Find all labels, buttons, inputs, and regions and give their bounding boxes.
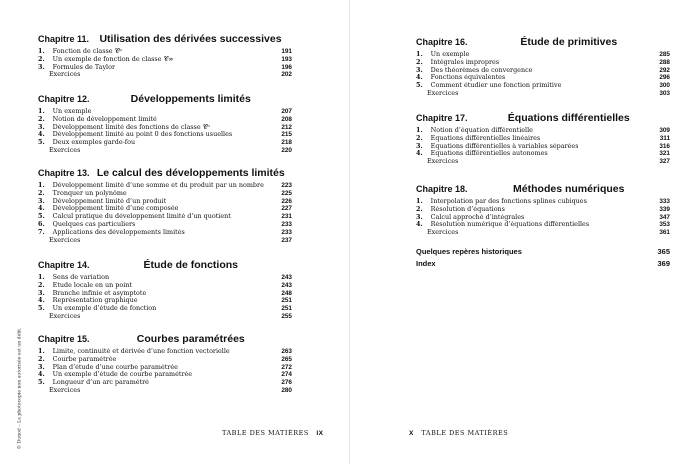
toc-entry[interactable] bbox=[38, 48, 292, 56]
toc-entry-page: 191 bbox=[281, 48, 292, 55]
chapter-title: Étude de primitives bbox=[520, 36, 618, 48]
toc-entry-text: Interpolation par des fonctions splines cubiques bbox=[430, 198, 587, 205]
toc-entry-number: 4. bbox=[416, 150, 423, 158]
toc-entry-number: 4. bbox=[416, 221, 423, 229]
toc-entry[interactable] bbox=[38, 305, 292, 313]
chapter-title: Utilisation des dérivées successives bbox=[99, 33, 282, 45]
toc-entry-text: Formules de Taylor bbox=[52, 63, 116, 71]
toc-entry-text: Exercices bbox=[427, 89, 459, 97]
toc-entry[interactable] bbox=[38, 290, 292, 298]
toc-entry-title bbox=[38, 198, 166, 206]
toc-entry-text: Longueur d’un arc paramétré bbox=[52, 379, 149, 387]
toc-entry-title bbox=[416, 82, 561, 90]
toc-entry-title bbox=[38, 213, 231, 221]
toc-entry-page: 196 bbox=[281, 63, 292, 71]
toc-entry-page: 243 bbox=[281, 274, 292, 281]
toc-entry-number: 1. bbox=[38, 274, 45, 281]
toc-entry[interactable] bbox=[416, 221, 670, 229]
toc-entry[interactable] bbox=[38, 348, 292, 356]
toc-entry-page: 311 bbox=[659, 134, 670, 142]
toc-entry-number: 2. bbox=[416, 134, 423, 142]
toc-entry-number: 4. bbox=[38, 297, 45, 305]
toc-entry-title bbox=[38, 221, 135, 229]
toc-entry[interactable] bbox=[38, 56, 292, 64]
toc-entry-title bbox=[416, 74, 505, 82]
toc-exercises-entry[interactable] bbox=[416, 90, 670, 98]
toc-entry-title bbox=[38, 364, 178, 372]
toc-entry-number: 3. bbox=[38, 197, 45, 205]
toc-entry-title bbox=[416, 143, 578, 151]
toc-entry-title bbox=[38, 56, 174, 64]
toc-entry-title bbox=[38, 305, 156, 313]
toc-entry-title bbox=[416, 206, 505, 214]
toc-entry-title bbox=[38, 71, 80, 79]
toc-entry-text: Notion d’équation différentielle bbox=[430, 127, 533, 134]
toc-entry-number: 5. bbox=[38, 379, 45, 387]
toc-entry-page: 223 bbox=[281, 182, 292, 189]
toc-entry-text: Un exemple bbox=[52, 108, 92, 115]
toc-entry-page: 272 bbox=[281, 363, 292, 371]
toc-entry-title bbox=[38, 131, 232, 139]
toc-entry-title bbox=[38, 182, 264, 190]
toc-entry-title bbox=[38, 297, 138, 305]
toc-entry-title bbox=[38, 147, 80, 155]
chapter-title: Équations différentielles bbox=[507, 112, 630, 124]
toc-entry-text: Équations différentielles autonomes bbox=[430, 150, 548, 158]
toc-entry-number: 4. bbox=[416, 74, 423, 82]
toc-entry-number: 3. bbox=[38, 63, 45, 71]
toc-entry-text: Développement limité d’un produit bbox=[52, 197, 167, 205]
chapter-number: Chapitre 16. bbox=[416, 37, 468, 47]
toc-entry-page: 251 bbox=[281, 305, 292, 313]
toc-entry-title bbox=[416, 221, 589, 229]
toc-entry-page: 303 bbox=[659, 89, 670, 97]
toc-entry-text: Exercices bbox=[49, 386, 81, 394]
toc-entry-title bbox=[416, 127, 533, 135]
toc-entry-title bbox=[38, 108, 91, 116]
toc-entry-number: 2. bbox=[416, 58, 423, 66]
toc-entry-page: 361 bbox=[659, 229, 670, 237]
toc-entry-page: 309 bbox=[659, 127, 670, 134]
toc-entry-page: 265 bbox=[281, 355, 292, 363]
toc-entry-page: 274 bbox=[281, 371, 292, 379]
toc-entry-number: 3. bbox=[38, 123, 45, 131]
toc-entry-number: 1. bbox=[38, 108, 45, 115]
toc-entry-page: 227 bbox=[281, 205, 292, 213]
toc-entry-text: Deux exemples garde-fou bbox=[52, 139, 136, 147]
toc-entry-page: 339 bbox=[659, 205, 670, 213]
toc-entry-page: 208 bbox=[281, 115, 292, 123]
toc-entry-text: Un exemple de fonction de classe 𝒞∞ bbox=[52, 55, 174, 63]
toc-entry-title bbox=[416, 90, 458, 98]
toc-entry[interactable] bbox=[416, 74, 670, 82]
toc-entry-page: 251 bbox=[281, 297, 292, 305]
toc-entry-page: 243 bbox=[281, 281, 292, 289]
footer-running-title: TABLE DES MATIÈRES bbox=[222, 429, 309, 437]
chapter-number: Chapitre 13. bbox=[38, 168, 90, 178]
toc-entry-title bbox=[38, 356, 116, 364]
toc-entry-page: 300 bbox=[659, 82, 670, 90]
toc-entry-page: 347 bbox=[659, 213, 670, 221]
toc-entry-text: Notion de développement limité bbox=[52, 115, 157, 123]
toc-entry-number: 6. bbox=[38, 220, 45, 228]
toc-entry-title bbox=[38, 290, 146, 298]
toc-entry-number: 3. bbox=[416, 213, 423, 221]
toc-entry-title bbox=[416, 150, 548, 158]
toc-entry-text: Représentation graphique bbox=[52, 297, 138, 305]
chapter-heading[interactable] bbox=[416, 112, 670, 124]
chapter-heading[interactable] bbox=[416, 36, 670, 48]
toc-entry-page: 296 bbox=[659, 74, 670, 82]
toc-entry-number: 5. bbox=[38, 139, 45, 147]
toc-entry-text: Développement limité des fonctions de classe 𝒞ⁿ bbox=[52, 123, 211, 131]
toc-entry-text: Exercices bbox=[49, 236, 81, 244]
toc-entry[interactable] bbox=[416, 67, 670, 75]
toc-entry-number: 3. bbox=[38, 289, 45, 297]
toc-extra-label: Index bbox=[416, 259, 436, 268]
chapter-section bbox=[38, 167, 292, 244]
chapter-section bbox=[38, 93, 292, 155]
toc-entry-page: 225 bbox=[281, 189, 292, 197]
toc-entry-text: Sens de variation bbox=[52, 274, 110, 281]
toc-entry-number: 4. bbox=[38, 371, 45, 379]
toc-entry[interactable] bbox=[416, 82, 670, 90]
toc-exercises-entry[interactable] bbox=[38, 313, 292, 321]
toc-entry-number: 5. bbox=[416, 82, 423, 90]
chapter-heading[interactable] bbox=[38, 259, 292, 271]
toc-entry-title bbox=[38, 348, 230, 356]
toc-entry-title bbox=[38, 379, 149, 387]
chapter-title: Courbes paramétrées bbox=[136, 333, 245, 345]
toc-entry-page: 212 bbox=[281, 123, 292, 131]
toc-entry[interactable] bbox=[416, 206, 670, 214]
toc-entry-number: 3. bbox=[416, 66, 423, 74]
toc-entry-page: 353 bbox=[659, 221, 670, 229]
toc-entry-number: 2. bbox=[38, 55, 45, 63]
toc-exercises-entry[interactable] bbox=[416, 158, 670, 166]
toc-entry-text: Comment étudier une fonction primitive bbox=[430, 82, 562, 90]
toc-entry[interactable] bbox=[38, 205, 292, 213]
right-page bbox=[350, 0, 700, 464]
toc-entry-text: Des théorèmes de convergence bbox=[430, 66, 533, 74]
toc-entry-number: 1. bbox=[416, 127, 423, 134]
toc-entry-number: 7. bbox=[38, 228, 45, 236]
toc-entry-text: Quelques cas particuliers bbox=[52, 220, 136, 228]
toc-entry-text: Développement limité au point 0 des fonctions usuelles bbox=[52, 131, 233, 139]
footer-page-number: IX bbox=[316, 430, 324, 437]
toc-exercises-entry[interactable] bbox=[38, 71, 292, 79]
toc-entry-title bbox=[38, 48, 122, 56]
toc-entry[interactable] bbox=[416, 214, 670, 222]
footer-page-number: X bbox=[409, 430, 414, 437]
toc-entry[interactable] bbox=[416, 150, 670, 158]
chapter-heading[interactable] bbox=[416, 183, 670, 195]
toc-entry-page: 285 bbox=[659, 51, 670, 58]
toc-entry-title bbox=[416, 59, 499, 67]
toc-entry-title bbox=[38, 64, 115, 72]
chapter-title: Méthodes numériques bbox=[513, 183, 625, 195]
toc-entry-text: Équations différentielles à variables séparées bbox=[430, 142, 579, 150]
toc-entry-title bbox=[38, 124, 210, 132]
toc-entry-page: 193 bbox=[281, 55, 292, 63]
toc-entry-text: Résolution numérique d’équations différentielles bbox=[430, 221, 590, 229]
toc-entry-title bbox=[416, 67, 532, 75]
toc-entry[interactable] bbox=[38, 139, 292, 147]
toc-entry-page: 288 bbox=[659, 58, 670, 66]
toc-entry[interactable] bbox=[38, 108, 292, 116]
toc-entry[interactable] bbox=[38, 282, 292, 290]
toc-entry[interactable] bbox=[416, 198, 670, 206]
toc-entry-text: Développement limité d’une composée bbox=[52, 205, 179, 213]
toc-entry[interactable] bbox=[38, 379, 292, 387]
toc-entry-page: 207 bbox=[281, 108, 292, 115]
toc-entry-number: 5. bbox=[38, 213, 45, 221]
toc-entry[interactable] bbox=[38, 221, 292, 229]
toc-entry-number: 1. bbox=[38, 348, 45, 355]
toc-entry-text: Exercices bbox=[427, 158, 459, 166]
left-footer bbox=[222, 429, 324, 437]
toc-entry-title bbox=[416, 214, 524, 222]
toc-entry[interactable] bbox=[38, 64, 292, 72]
toc-entry-title bbox=[38, 274, 109, 282]
chapter-section bbox=[38, 259, 292, 321]
toc-entry-title bbox=[38, 237, 80, 245]
toc-entry[interactable] bbox=[38, 229, 292, 237]
chapter-heading[interactable] bbox=[38, 167, 292, 179]
toc-entry-title bbox=[38, 116, 157, 124]
toc-entry-page: 327 bbox=[659, 158, 670, 166]
toc-entry-number: 4. bbox=[38, 205, 45, 213]
toc-entry-number: 4. bbox=[38, 131, 45, 139]
copyright-note: © Dunod – La photocopie non autorisée est un délit. bbox=[17, 327, 23, 450]
toc-entry[interactable] bbox=[38, 371, 292, 379]
toc-entry-text: Développement limité d’une somme et du produit par un nombre bbox=[52, 182, 264, 189]
toc-entry-text: Calcul approché d’intégrales bbox=[430, 213, 525, 221]
toc-entry-page: 218 bbox=[281, 139, 292, 147]
toc-entry-page: 255 bbox=[281, 312, 292, 320]
toc-entry-text: Un exemple bbox=[430, 51, 470, 58]
toc-entry-page: 233 bbox=[281, 228, 292, 236]
toc-entry[interactable] bbox=[38, 131, 292, 139]
toc-entry[interactable] bbox=[38, 190, 292, 198]
chapter-title: Développements limités bbox=[130, 93, 251, 105]
toc-entry-number: 5. bbox=[38, 305, 45, 313]
toc-entry-number: 2. bbox=[38, 281, 45, 289]
toc-extra-page: 369 bbox=[657, 259, 670, 268]
toc-entry[interactable] bbox=[38, 116, 292, 124]
toc-entry-page: 333 bbox=[659, 198, 670, 205]
toc-entry-page: 226 bbox=[281, 197, 292, 205]
toc-entry-text: Exercices bbox=[49, 71, 81, 79]
toc-entry-title bbox=[416, 158, 458, 166]
toc-entry-title bbox=[416, 229, 458, 237]
toc-entry-page: 237 bbox=[281, 236, 292, 244]
toc-entry[interactable] bbox=[38, 274, 292, 282]
toc-entry-text: Un exemple d’étude de courbe paramétrée bbox=[52, 371, 193, 379]
chapter-number: Chapitre 14. bbox=[38, 260, 90, 270]
toc-entry-text: Fonctions équivalentes bbox=[430, 74, 506, 82]
chapter-number: Chapitre 11. bbox=[38, 34, 90, 44]
toc-entry-text: Résolution d’équations bbox=[430, 205, 505, 213]
toc-exercises-entry[interactable] bbox=[416, 229, 670, 237]
toc-entry-title bbox=[38, 190, 127, 198]
toc-entry[interactable] bbox=[38, 356, 292, 364]
chapter-number: Chapitre 15. bbox=[38, 334, 90, 344]
toc-entry-text: Étude locale en un point bbox=[52, 281, 132, 289]
toc-entry[interactable] bbox=[416, 127, 670, 135]
chapter-number: Chapitre 12. bbox=[38, 94, 90, 104]
toc-entry-title bbox=[38, 229, 185, 237]
toc-entry-title bbox=[38, 387, 80, 395]
toc-exercises-entry[interactable] bbox=[38, 147, 292, 155]
toc-entry-text: Fonction de classe 𝒞ᵖ bbox=[52, 48, 122, 55]
toc-entry-number: 2. bbox=[416, 205, 423, 213]
toc-exercises-entry[interactable] bbox=[38, 237, 292, 245]
chapter-section bbox=[416, 183, 670, 237]
toc-extra-page: 365 bbox=[657, 247, 670, 256]
toc-entry-title bbox=[38, 371, 192, 379]
toc-entry-page: 280 bbox=[281, 386, 292, 394]
chapter-section bbox=[38, 333, 292, 395]
toc-entry-title bbox=[416, 135, 540, 143]
toc-entry-number: 1. bbox=[416, 198, 423, 205]
toc-exercises-entry[interactable] bbox=[38, 387, 292, 395]
toc-entry-number: 3. bbox=[38, 363, 45, 371]
toc-entry-number: 1. bbox=[38, 182, 45, 189]
toc-entry[interactable] bbox=[416, 59, 670, 67]
toc-entry-text: Exercices bbox=[49, 146, 81, 154]
toc-entry-text: Plan d’étude d’une courbe paramétrée bbox=[52, 363, 178, 371]
toc-entry-text: Calcul pratique du développement limité d’un quotient bbox=[52, 213, 231, 221]
toc-entry-page: 231 bbox=[281, 213, 292, 221]
toc-entry-title bbox=[416, 198, 587, 206]
toc-entry-page: 233 bbox=[281, 220, 292, 228]
toc-entry-page: 321 bbox=[659, 150, 670, 158]
chapter-title: Étude de fonctions bbox=[143, 259, 239, 271]
chapter-number: Chapitre 17. bbox=[416, 113, 468, 123]
toc-entry[interactable] bbox=[416, 135, 670, 143]
toc-entry-number: 2. bbox=[38, 355, 45, 363]
toc-entry-text: Courbe paramétrée bbox=[52, 355, 117, 363]
chapter-heading[interactable] bbox=[38, 333, 292, 345]
toc-entry-page: 215 bbox=[281, 131, 292, 139]
toc-entry-title bbox=[38, 282, 132, 290]
toc-entry-text: Applications des développements limités bbox=[52, 228, 185, 236]
toc-entry-title bbox=[416, 51, 469, 59]
toc-entry-text: Tronquer un polynôme bbox=[52, 189, 127, 197]
toc-entry-page: 220 bbox=[281, 146, 292, 154]
toc-entry[interactable] bbox=[416, 143, 670, 151]
chapter-section bbox=[38, 33, 292, 79]
toc-entry-text: Exercices bbox=[427, 229, 459, 237]
toc-entry-page: 202 bbox=[281, 71, 292, 79]
toc-entry-text: Équations différentielles linéaires bbox=[430, 134, 541, 142]
chapter-section bbox=[416, 112, 670, 166]
toc-entry-number: 2. bbox=[38, 115, 45, 123]
chapter-section bbox=[416, 36, 670, 98]
toc-entry[interactable] bbox=[38, 364, 292, 372]
right-footer bbox=[409, 429, 508, 437]
toc-entry-page: 316 bbox=[659, 142, 670, 150]
toc-entry[interactable] bbox=[38, 213, 292, 221]
toc-entry[interactable] bbox=[416, 51, 670, 59]
chapter-number: Chapitre 18. bbox=[416, 184, 468, 194]
chapter-title: Le calcul des développements limités bbox=[96, 167, 285, 179]
toc-entry[interactable] bbox=[38, 182, 292, 190]
toc-entry[interactable] bbox=[38, 124, 292, 132]
chapter-heading[interactable] bbox=[38, 93, 292, 105]
toc-entry-page: 263 bbox=[281, 348, 292, 355]
toc-entry[interactable] bbox=[38, 198, 292, 206]
toc-entry-text: Un exemple d’étude de fonction bbox=[52, 305, 157, 313]
toc-entry-page: 292 bbox=[659, 66, 670, 74]
toc-extra-index[interactable] bbox=[416, 259, 670, 268]
toc-entry-text: Intégrales impropres bbox=[430, 58, 500, 66]
toc-entry-title bbox=[38, 313, 80, 321]
toc-extra-label: Quelques repères historiques bbox=[416, 247, 522, 256]
toc-entry-number: 1. bbox=[416, 51, 423, 58]
footer-running-title: TABLE DES MATIÈRES bbox=[421, 429, 509, 437]
toc-entry-text: Limite, continuité et dérivée d’une fonction vectorielle bbox=[52, 348, 230, 355]
toc-entry-number: 2. bbox=[38, 189, 45, 197]
toc-entry-text: Exercices bbox=[49, 312, 81, 320]
toc-entry-text: Branche infinie et asymptote bbox=[52, 289, 147, 297]
toc-entry-title bbox=[38, 139, 135, 147]
chapter-heading[interactable] bbox=[38, 33, 292, 45]
toc-entry-number: 1. bbox=[38, 48, 45, 55]
toc-entry-page: 276 bbox=[281, 379, 292, 387]
toc-entry[interactable] bbox=[38, 297, 292, 305]
toc-extra-historical[interactable] bbox=[416, 247, 670, 256]
toc-entry-title bbox=[38, 205, 178, 213]
toc-entry-page: 248 bbox=[281, 289, 292, 297]
toc-entry-number: 3. bbox=[416, 142, 423, 150]
